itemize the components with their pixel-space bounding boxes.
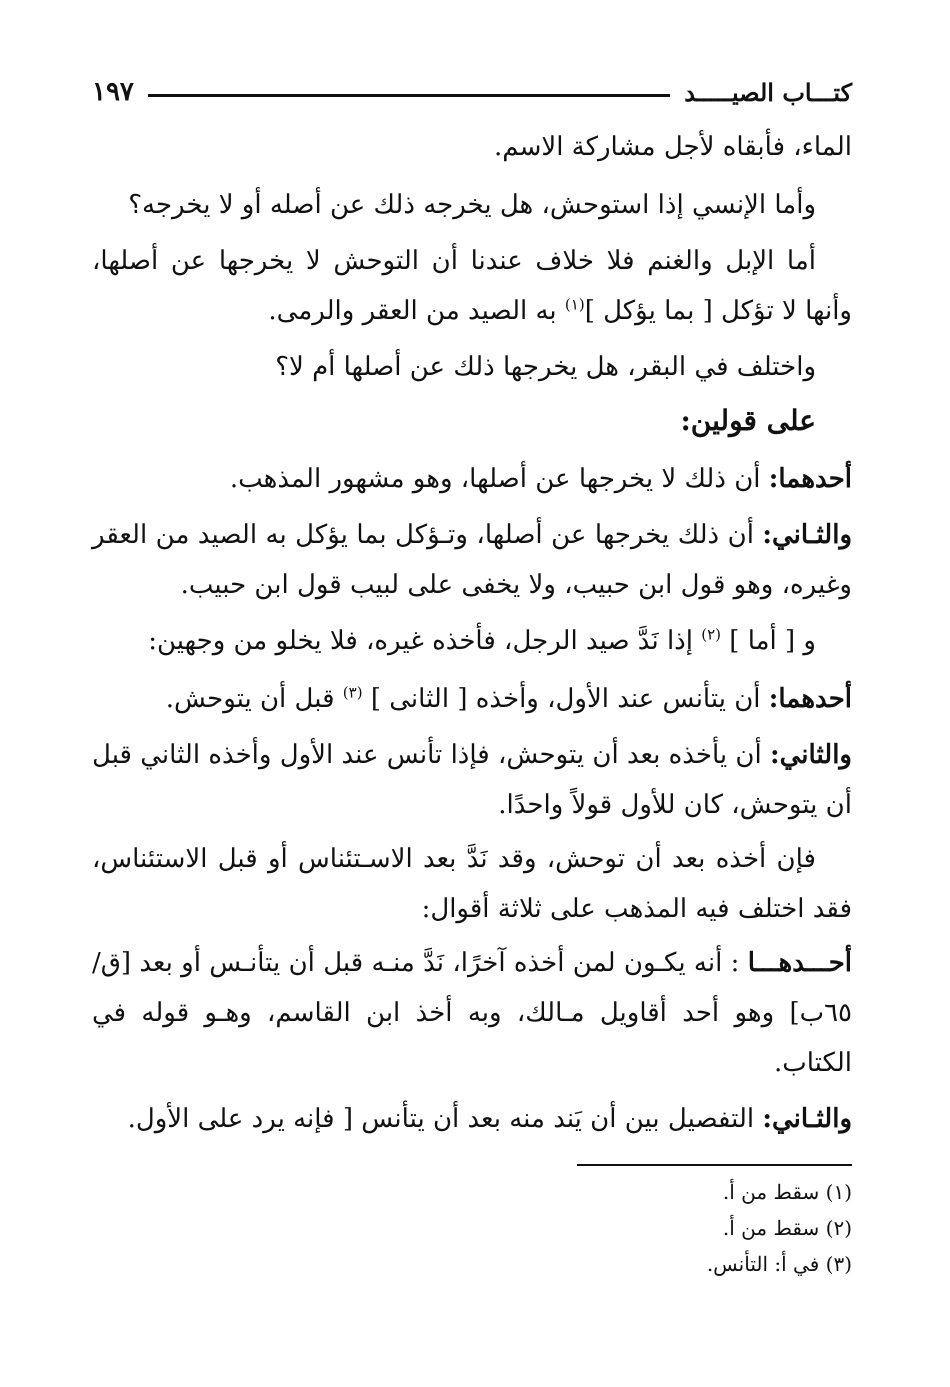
paragraph-7: [92, 510, 852, 610]
paragraph-12: [92, 938, 852, 1088]
paragraph-text: أن ذلك لا يخرجها عن أصلها، وهو مشهور المذهب.: [229, 464, 769, 494]
paragraph-9: [92, 672, 852, 726]
page-header: [92, 72, 852, 112]
footnote-3: (٣) في أ: التأنس.: [706, 1252, 852, 1276]
paragraph-lead: أحدهما:: [768, 684, 852, 714]
paragraph-text: أما الإبل والغنم فلا خلاف عندنا أن التوحش لا يخرجها عن أصلها، وأنها لا تؤكل [ بما يؤكل ]: [92, 246, 852, 326]
paragraph-text-continued: إذا نَدَّ صيد الرجل، فأخذه غيره، فلا يخلو من وجهين:: [148, 626, 702, 656]
footnote-ref-2: (٢): [701, 625, 722, 644]
paragraph-8: [92, 614, 852, 668]
footnotes: [92, 1174, 852, 1282]
paragraph-text: و [ أما ]: [721, 626, 816, 656]
paragraph-lead: والثاني:: [770, 740, 852, 770]
paragraph-text: واختلف في البقر، هل يخرجها ذلك عن أصلها أم لا؟: [275, 352, 816, 382]
running-title: كتـــاب الصيـــــد: [684, 77, 852, 107]
header-rule: [148, 94, 670, 97]
paragraph-10: [92, 730, 852, 830]
paragraph-text: فإن أخذه بعد أن توحش، وقد نَدَّ بعد الاسـتئناس أو قبل الاستئناس، فقد اختلف فيه المذهب على ثلاثة أقوال:: [92, 844, 852, 924]
paragraph-text: أن يأخذه بعد أن يتوحش، فإذا تأنس عند الأول وأخذه الثاني قبل أن يتوحش، كان للأول قولاً واحدًا.: [92, 740, 852, 820]
paragraph-text: التفصيل بين أن يَند منه بعد أن يتأنس [ فإنه يرد على الأول.: [127, 1104, 763, 1134]
page-number: ١٩٧: [92, 77, 134, 107]
footnote-2: (٢) سقط من أ.: [722, 1216, 852, 1240]
paragraph-text-continued: قبل أن يتوحش.: [165, 684, 343, 714]
paragraph-13: [92, 1092, 852, 1146]
paragraph-lead: والثـاني:: [762, 520, 852, 550]
paragraph-text: وأما الإنسي إذا استوحش، هل يخرجه ذلك عن أصله أو لا يخرجه؟: [128, 190, 816, 220]
paragraph-4: [92, 340, 852, 394]
paragraph-text-continued: به الصيد من العقر والرمى.: [268, 296, 565, 326]
section-heading: على قولين:: [680, 404, 816, 437]
paragraph-lead: أحـــدهـــا: [747, 948, 852, 978]
paragraph-6: [92, 452, 852, 506]
paragraph-3: [92, 236, 852, 336]
paragraph-lead: والثـاني:: [762, 1104, 852, 1134]
footnote-ref-3: (٣): [342, 683, 363, 702]
paragraph-text: : أنه يكـون لمن أخذه آخرًا، نَدَّ منـه قبل أن يتأنـس أو بعد [ق/ ٦٥ب] وهو أحد أقاويل مـالك، وبه أخذ ابن القاسم، وهـو قوله في الكتاب.: [92, 948, 852, 1078]
footnote-ref-1: (١): [564, 295, 585, 314]
paragraph-text: الماء، فأبقاه لأجل مشاركة الاسم.: [494, 132, 852, 162]
paragraph-text: أن ذلك يخرجها عن أصلها، وتـؤكل بما يؤكل به الصيد من العقر وغيره، وهو قول ابن حبيب، ولا يخفى على لبيب قول ابن حبيب.: [92, 520, 852, 600]
paragraph-1: [92, 120, 852, 174]
paragraph-lead: أحدهما:: [768, 464, 852, 494]
paragraph-2: [92, 178, 852, 232]
paragraph-11: [92, 834, 852, 934]
paragraph-text: أن يتأنس عند الأول، وأخذه [ الثانى ]: [362, 684, 769, 714]
footnote-1: (١) سقط من أ.: [722, 1180, 852, 1204]
footnote-separator: [577, 1164, 852, 1166]
page-body: [92, 120, 852, 1146]
book-page: [92, 72, 852, 1332]
